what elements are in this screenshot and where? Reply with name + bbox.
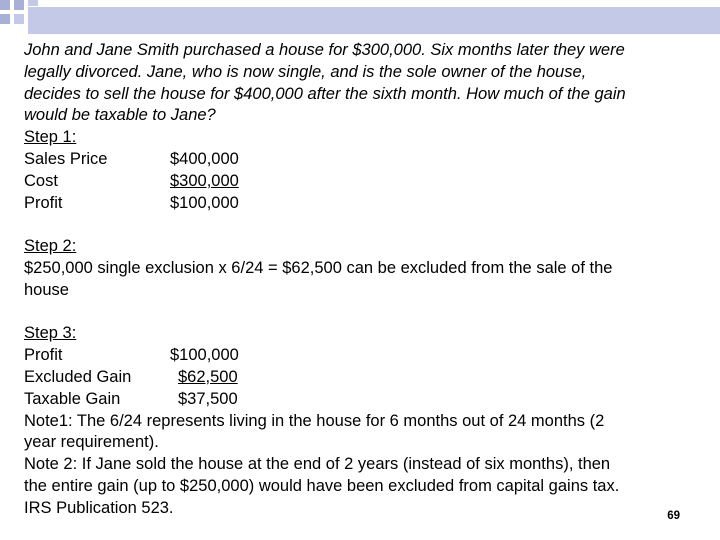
- spacer: [24, 214, 704, 236]
- decor-square: [28, 0, 38, 6]
- note-line: year requirement).: [24, 433, 159, 452]
- step3-label: Profit: [24, 346, 63, 365]
- step1-section: [24, 127, 704, 214]
- step1-row: [24, 193, 704, 215]
- step3-label: Taxable Gain: [24, 389, 121, 408]
- step3-row: [24, 367, 704, 389]
- step3-row: [24, 389, 704, 411]
- question-line: legally divorced. Jane, who is now single, and is the sole owner of the house,: [24, 62, 587, 81]
- step1-value: $100,000: [170, 193, 239, 212]
- step2-section: [24, 236, 704, 301]
- question-line: decides to sell the house for $400,000 after the sixth month. How much of the gain: [24, 84, 626, 103]
- step3-section: [24, 323, 704, 410]
- question-line: John and Jane Smith purchased a house for $300,000. Six months later they were: [24, 41, 625, 59]
- decor-band: [28, 7, 720, 34]
- step2-heading: Step 2:: [24, 237, 77, 256]
- step3-heading: Step 3:: [24, 324, 77, 343]
- page-number: 69: [667, 510, 680, 522]
- step2-line: $250,000 single exclusion x 6/24 = $62,500 can be excluded from the sale of the: [24, 258, 613, 277]
- step3-value: $62,500: [178, 367, 238, 386]
- note-line: IRS Publication 523.: [24, 498, 174, 517]
- question-line: would be taxable to Jane?: [24, 106, 216, 125]
- step1-row: [24, 171, 704, 193]
- step1-row: [24, 149, 704, 171]
- spacer: [24, 302, 704, 324]
- step2-line: house: [24, 280, 69, 299]
- note-line: Note 2: If Jane sold the house at the end of 2 years (instead of six months), then: [24, 455, 611, 474]
- step3-value: $37,500: [178, 389, 238, 408]
- step1-heading: Step 1:: [24, 128, 77, 147]
- step3-label: Excluded Gain: [24, 367, 132, 386]
- title-bar-decoration: [0, 0, 720, 40]
- slide-body: [24, 40, 704, 520]
- decor-square: [0, 0, 10, 10]
- notes-section: [24, 411, 704, 520]
- decor-square: [14, 14, 24, 24]
- step1-label: Cost: [24, 171, 58, 190]
- note-line: Note1: The 6/24 represents living in the house for 6 months out of 24 months (2: [24, 411, 605, 430]
- note-line: the entire gain (up to $250,000) would have been excluded from capital gains tax.: [24, 476, 620, 495]
- question-text: [24, 40, 704, 127]
- step1-label: Sales Price: [24, 149, 108, 168]
- step1-label: Profit: [24, 193, 63, 212]
- step3-value: $100,000: [170, 346, 239, 365]
- decor-square: [14, 0, 24, 10]
- step3-row: [24, 345, 704, 367]
- step1-value: $400,000: [170, 149, 239, 168]
- step1-value: $300,000: [170, 171, 239, 190]
- decor-square: [0, 14, 10, 24]
